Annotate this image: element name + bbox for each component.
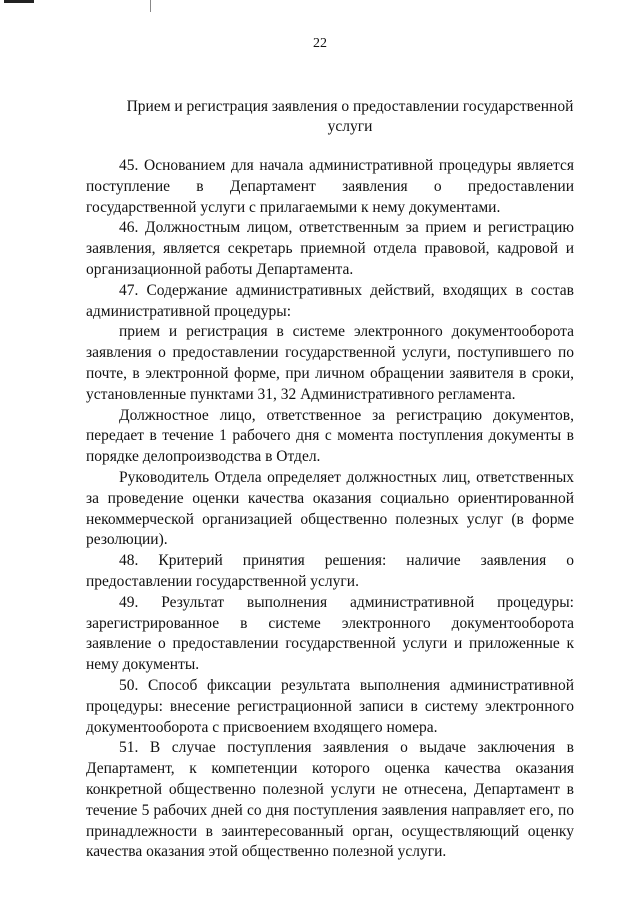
paragraph-49: 49. Результат выполнения административной процедуры: зарегистрированное в системе электронного документооборота заявление о предоставлении государственной услуги и приложенные к нему документы. xyxy=(86,593,574,674)
paragraph-50: 50. Способ фиксации результата выполнения административной процедуры: внесение регистрационной записи в систему электронного документооборота с присвоением входящего номера. xyxy=(86,676,574,736)
paragraph-47-item: прием и регистрация в системе электронного документооборота заявления о предоставлении государственной услуги, поступившего по почте, в электронной форме, при личном обращении заявителя в сроки, установленные пунктами 31, 32 Административного регламента. xyxy=(86,323,574,403)
body-text xyxy=(86,156,574,863)
section-heading: Прием и регистрация заявления о предоставлении государственной услуги xyxy=(126,98,574,135)
paragraph-48: 48. Критерий принятия решения: наличие заявления о предоставлении государственной услуги. xyxy=(86,552,574,590)
paragraph-46: 46. Должностным лицом, ответственным за прием и регистрацию заявления, является секретарь приемной отдела правовой, кадровой и организационной работы Департамента. xyxy=(86,219,574,278)
paragraph-47: 47. Содержание административных действий, входящих в состав административной процедуры: xyxy=(86,281,574,320)
paragraph-51: 51. В случае поступления заявления о выдаче заключения в Департамент, к компетенции которого оценка качества оказания конкретной общественно полезной услуги не отнесена, Департамент в течение 5 рабочих дней со дня поступления заявления направляет его, по принадлежности в заинтересованный орган, осуществляющий оценку качества оказания этой общественно полезной услуги. xyxy=(86,739,574,861)
paragraph-47-registration: Должностное лицо, ответственное за регистрацию документов, передает в течение 1 рабочего дня с момента поступления документы в порядке делопроизводства в Отдел. xyxy=(86,406,574,466)
paragraph-45: 45. Основанием для начала административной процедуры является поступление в Департамент заявления о предоставлении государственной услуги с прилагаемыми к нему документами. xyxy=(86,157,574,216)
scan-artifact-mark xyxy=(4,0,34,3)
page-number: 22 xyxy=(313,36,327,51)
scan-artifact-tick xyxy=(150,0,151,12)
paragraph-47-head: Руководитель Отдела определяет должностных лиц, ответственных за проведение оценки качества оказания социально ориентированной некоммерческой организацией общественно полезных услуг (в форме резолюции). xyxy=(86,468,574,549)
